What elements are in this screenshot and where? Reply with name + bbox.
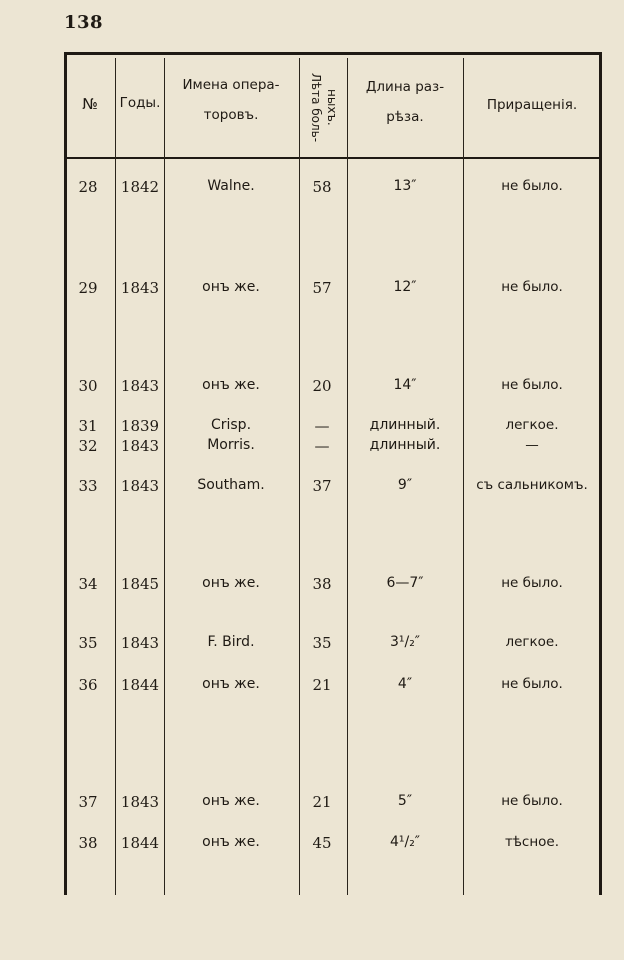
row-year: 1843 (120, 793, 160, 811)
row-age: — (314, 417, 330, 435)
row-length: 12″ (393, 279, 417, 295)
row-operator: онъ же. (202, 279, 260, 295)
table-row (0, 437, 624, 459)
row-age: 37 (312, 477, 332, 495)
row-result: не было. (501, 676, 563, 692)
header-length-line1: Длина раз- (365, 79, 445, 95)
row-length: 5″ (397, 793, 413, 809)
row-no: 30 (78, 377, 98, 395)
table-row (0, 634, 624, 656)
row-year: 1843 (120, 279, 160, 297)
header-divider (64, 157, 602, 159)
row-operator: Crisp. (210, 417, 252, 433)
row-result: легкое. (505, 417, 559, 433)
row-length: 13″ (393, 178, 417, 194)
row-year: 1843 (120, 634, 160, 652)
row-year: 1845 (120, 575, 160, 593)
row-operator: онъ же. (202, 793, 260, 809)
row-length: длинный. (369, 417, 441, 433)
row-length: 9″ (397, 477, 413, 493)
row-result: не было. (501, 793, 563, 809)
row-year: 1843 (120, 477, 160, 495)
row-year: 1843 (120, 437, 160, 455)
table-row (0, 676, 624, 698)
header-length-line2: рѣза. (386, 109, 424, 126)
row-result: не было. (501, 279, 563, 295)
row-year: 1844 (120, 676, 160, 694)
row-no: 32 (78, 437, 98, 455)
row-operator: онъ же. (202, 834, 260, 850)
row-no: 36 (78, 676, 98, 694)
row-age: 45 (312, 834, 332, 852)
row-length: 6—7″ (386, 575, 424, 591)
row-length: 4″ (397, 676, 413, 692)
row-result: не было. (501, 178, 563, 194)
row-result: не было. (501, 575, 563, 591)
row-age: 57 (312, 279, 332, 297)
table-row (0, 417, 624, 439)
row-year: 1839 (120, 417, 160, 435)
row-age: 21 (312, 793, 332, 811)
table-row (0, 575, 624, 597)
row-age: 20 (312, 377, 332, 395)
row-result: легкое. (505, 634, 559, 650)
row-no: 28 (78, 178, 98, 196)
table-row (0, 834, 624, 856)
header-age-line1: Лѣта боль- (310, 72, 324, 143)
table-row (0, 279, 624, 301)
row-length: 14″ (393, 377, 417, 393)
table-row (0, 178, 624, 200)
row-age: 35 (312, 634, 332, 652)
row-result: тѣсное. (504, 834, 560, 850)
row-operator: онъ же. (202, 377, 260, 393)
row-year: 1844 (120, 834, 160, 852)
page-number: 138 (64, 12, 104, 33)
row-length: 3¹/₂″ (389, 634, 421, 650)
header-operators-line2: торовъ. (203, 107, 259, 124)
row-length: 4¹/₂″ (389, 834, 421, 850)
row-operator: онъ же. (202, 676, 260, 692)
row-age: 58 (312, 178, 332, 196)
row-result: не было. (501, 377, 563, 393)
row-no: 35 (78, 634, 98, 652)
row-operator: Walne. (207, 178, 255, 194)
header-age-line2: ныхъ. (325, 89, 340, 126)
header-length (348, 78, 462, 126)
header-age (302, 60, 346, 155)
table-row (0, 793, 624, 815)
table-row (0, 477, 624, 499)
row-age: 38 (312, 575, 332, 593)
row-operator: онъ же. (202, 575, 260, 591)
row-no: 31 (78, 417, 98, 435)
header-result: Приращенія. (486, 97, 578, 113)
row-no: 34 (78, 575, 98, 593)
row-no: 29 (78, 279, 98, 297)
row-no: 33 (78, 477, 98, 495)
header-operators-line1: Имена опера- (182, 77, 280, 93)
row-year: 1843 (120, 377, 160, 395)
header-year: Годы. (119, 95, 161, 111)
header-no: № (82, 95, 98, 113)
header-operators (166, 76, 296, 124)
row-operator: Morris. (207, 437, 255, 453)
row-no: 38 (78, 834, 98, 852)
row-year: 1842 (120, 178, 160, 196)
row-result: съ сальникомъ. (476, 477, 588, 493)
row-age: 21 (312, 676, 332, 694)
row-length: длинный. (369, 437, 441, 453)
row-operator: Southam. (197, 477, 265, 493)
row-operator: F. Bird. (207, 634, 255, 650)
row-no: 37 (78, 793, 98, 811)
row-result: — (525, 437, 539, 453)
row-age: — (314, 437, 330, 455)
table-row (0, 377, 624, 399)
